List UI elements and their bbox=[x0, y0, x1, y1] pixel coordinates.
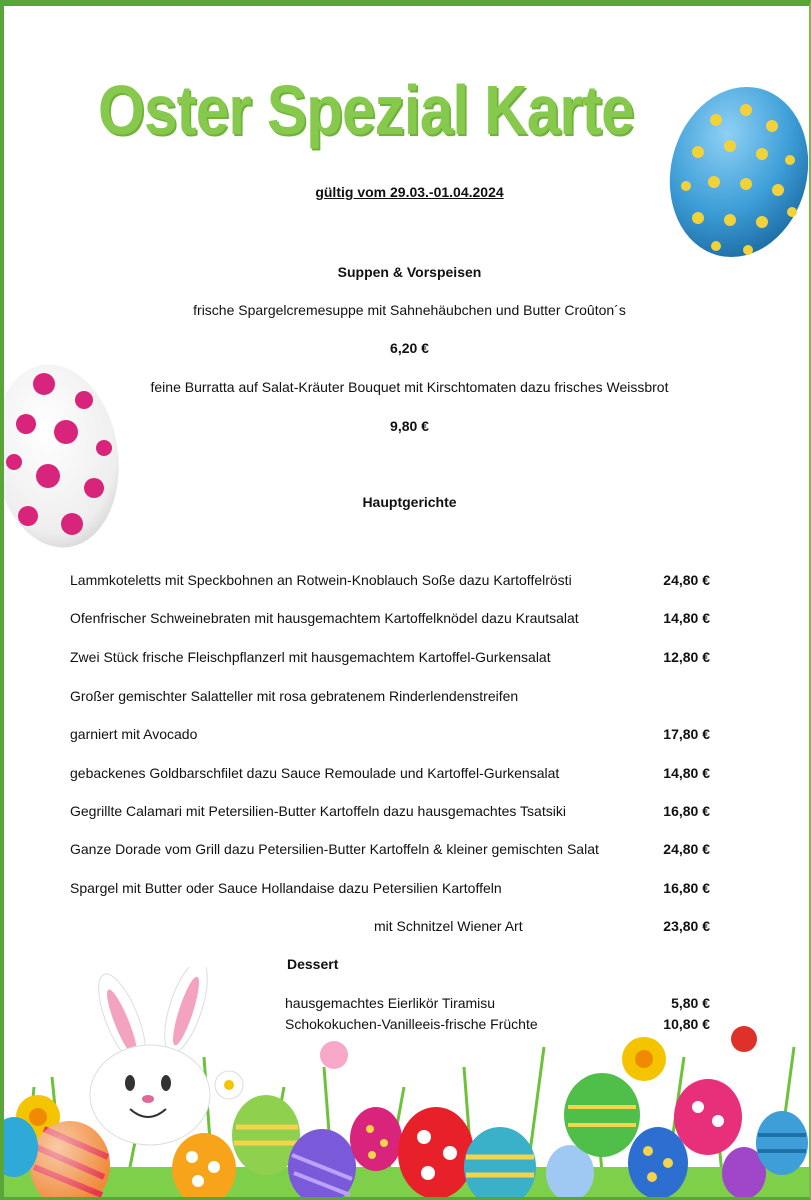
section-heading-starters: Suppen & Vorspeisen bbox=[337, 264, 482, 280]
menu-item-price: 14,80 € bbox=[663, 765, 710, 781]
menu-item-name: hausgemachtes Eierlikör Tiramisu bbox=[285, 995, 496, 1011]
validity-period: gültig vom 29.03.-01.04.2024 bbox=[315, 184, 504, 200]
menu-item-name: frische Spargelcremesuppe mit Sahnehäubchen und Butter Croûton´s bbox=[193, 302, 626, 318]
menu-item-price: 16,80 € bbox=[663, 803, 710, 819]
blue-easter-egg-icon bbox=[668, 80, 810, 260]
menu-item-price: 5,80 € bbox=[671, 995, 710, 1011]
menu-item-name: Ganze Dorade vom Grill dazu Petersilien-Butter Kartoffeln & kleiner gemischten Salat bbox=[70, 841, 599, 857]
menu-item-price: 12,80 € bbox=[663, 649, 710, 665]
menu-item-name: gebackenes Goldbarschfilet dazu Sauce Remoulade und Kartoffel-Gurkensalat bbox=[70, 765, 560, 781]
menu-item-price: 16,80 € bbox=[663, 880, 710, 896]
menu-item-price: 17,80 € bbox=[663, 726, 710, 742]
menu-item-name: mit Schnitzel Wiener Art bbox=[374, 918, 523, 934]
menu-item-price: 6,20 € bbox=[390, 340, 429, 356]
easter-eggs-meadow-icon bbox=[4, 967, 811, 1197]
menu-item-price: 24,80 € bbox=[663, 572, 710, 588]
menu-item-price: 24,80 € bbox=[663, 841, 710, 857]
easter-bunny-icon bbox=[89, 967, 216, 1145]
menu-item-name: Zwei Stück frische Fleischpflanzerl mit hausgemachtem Kartoffel-Gurkensalat bbox=[70, 649, 551, 665]
menu-item-price: 23,80 € bbox=[663, 918, 710, 934]
menu-item-price: 14,80 € bbox=[663, 610, 710, 626]
menu-item-name: Gegrillte Calamari mit Petersilien-Butter Kartoffeln dazu hausgemachtes Tsatsiki bbox=[70, 803, 566, 819]
menu-item-name: Großer gemischter Salatteller mit rosa gebratenem Rinderlendenstreifen bbox=[70, 688, 519, 704]
menu-item-name: Ofenfrischer Schweinebraten mit hausgemachtem Kartoffelknödel dazu Krautsalat bbox=[70, 610, 579, 626]
section-heading-mains: Hauptgerichte bbox=[362, 494, 457, 510]
menu-item-name: Spargel mit Butter oder Sauce Hollandaise dazu Petersilien Kartoffeln bbox=[70, 880, 502, 896]
section-heading-dessert: Dessert bbox=[287, 956, 339, 972]
menu-item-name: Lammkoteletts mit Speckbohnen an Rotwein-Knoblauch Soße dazu Kartoffelrösti bbox=[70, 572, 572, 588]
page-title: Oster Spezial Karte bbox=[98, 71, 634, 149]
menu-item-name: Schokokuchen-Vanilleeis-frische Früchte bbox=[285, 1016, 538, 1032]
menu-item-name: garniert mit Avocado bbox=[70, 726, 198, 742]
menu-item-price: 9,80 € bbox=[390, 418, 429, 434]
menu-item-price: 10,80 € bbox=[663, 1016, 710, 1032]
menu-item-name: feine Burratta auf Salat-Kräuter Bouquet mit Kirschtomaten dazu frisches Weissbrot bbox=[150, 379, 669, 395]
